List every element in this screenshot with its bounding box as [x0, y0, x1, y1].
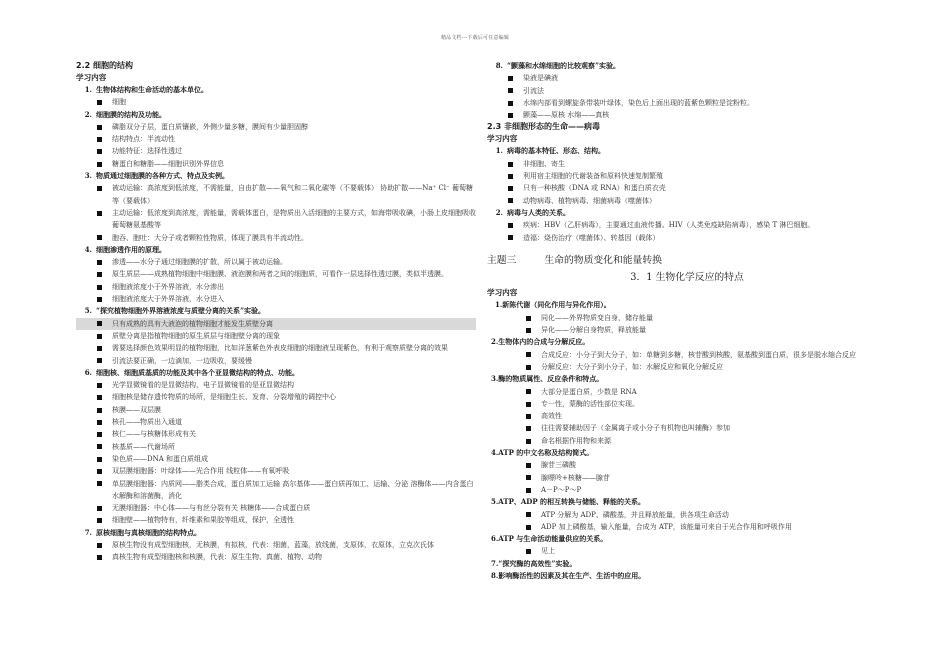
- bullet-item: [487, 410, 887, 422]
- square-bullet-icon: [97, 395, 102, 400]
- item-number: 6.: [84, 367, 92, 377]
- bullet-text: 细胞: [112, 98, 126, 107]
- square-bullet-icon: [526, 439, 531, 444]
- bullet-item: [76, 268, 476, 280]
- square-bullet-icon: [526, 328, 531, 333]
- left-column: [76, 60, 476, 564]
- bullet-item: [487, 232, 887, 244]
- bullet-item: [76, 121, 476, 133]
- square-bullet-icon: [508, 235, 513, 240]
- bullet-item: [76, 391, 476, 403]
- bullet-text: 核基质——代谢场所: [112, 442, 175, 451]
- bullet-text: 命名根据作用物和来源: [541, 436, 611, 445]
- bullet-text: 被动运输：高浓度到低浓度，不需能量，自由扩散——氧气和二氧化碳等（不要载体） 协助扩散——Na⁺ Cl⁻ 葡萄糖等（要载体）: [112, 184, 473, 205]
- bullet-text: 原生质层——成熟植物细胞中细胞膜、液泡膜和两者之间的细胞质，可看作一层选择性透过膜，类似半透膜。: [112, 270, 448, 279]
- square-bullet-icon: [526, 475, 531, 480]
- numbered-item: 7.“探究酶的高效性”实验。: [491, 558, 577, 568]
- numbered-item: [76, 84, 476, 96]
- square-bullet-icon: [97, 211, 102, 216]
- square-bullet-icon: [526, 512, 531, 517]
- bullet-text: 引流法: [523, 86, 544, 95]
- numbered-item: 2.生物体内的合成与分解反应。: [491, 337, 590, 347]
- bullet-item: [487, 158, 887, 170]
- square-bullet-icon: [526, 463, 531, 468]
- bullet-text: 细胞液浓度大于外界溶液，水分进入: [112, 295, 224, 304]
- bullet-text: 渗透——水分子通过细胞膜的扩散，所以属于被动运输。: [112, 258, 287, 267]
- square-bullet-icon: [97, 457, 102, 462]
- square-bullet-icon: [97, 518, 102, 523]
- square-bullet-icon: [508, 162, 513, 167]
- theme-number: 主题三: [487, 254, 517, 266]
- bullet-item: [76, 96, 476, 108]
- subheading-learning-content: 学习内容: [487, 134, 518, 144]
- square-bullet-icon: [526, 365, 531, 370]
- item-text: 病毒的基本特征、形态、结构。: [507, 146, 605, 156]
- bullet-item: [487, 386, 887, 398]
- bullet-item: [487, 324, 887, 336]
- bullet-item: [487, 170, 887, 182]
- bullet-text: 分解反应：大分子到小分子，如：水解反应和氧化分解反应: [541, 362, 723, 371]
- bullet-item: [76, 428, 476, 440]
- bullet-text: 颤藻——原核 水绵——真核: [523, 111, 610, 120]
- bullet-item: [487, 472, 887, 484]
- numbered-item: 6.ATP 与生命活动能量供应的关系。: [491, 534, 608, 544]
- square-bullet-icon: [97, 186, 102, 191]
- bullet-item: [76, 416, 476, 428]
- bullet-text: 疾病：HBV（乙肝病毒），主要通过血液传播。HIV（人类免疫缺陷病毒），感染 T 淋巴细胞。: [523, 221, 815, 230]
- square-bullet-icon: [526, 389, 531, 394]
- item-number: 1.: [84, 85, 92, 94]
- bullet-text: 磷脂双分子层，蛋白质镶嵌，外侧少量多糖，膜间有少量胆固醇: [112, 122, 308, 131]
- bullet-text: 往往需要辅助因子（金属离子或小分子有机物也叫辅酶）参加: [541, 424, 730, 433]
- square-bullet-icon: [97, 481, 102, 486]
- bullet-item: [487, 182, 887, 194]
- square-bullet-icon: [526, 549, 531, 554]
- bullet-item: [76, 281, 476, 293]
- bullet-text: 结构特点：半流动性: [112, 135, 175, 144]
- bullet-text: 引流法要正确，一边滴加，一边吸收，要缓慢: [112, 356, 252, 365]
- bullet-text: 只有一种核酸（DNA 或 RNA）和蛋白质衣壳: [523, 184, 666, 193]
- item-text: 物质通过细胞膜的各种方式、特点及实例。: [96, 171, 229, 181]
- bullet-item: [76, 465, 476, 477]
- item-text: “颤藻和水绵细胞的比较观察”实验。: [507, 61, 621, 70]
- section-heading: 2.2 细胞的结构: [76, 61, 133, 70]
- theme-heading: [487, 252, 887, 266]
- bullet-item: [487, 545, 887, 557]
- bullet-item: [76, 256, 476, 268]
- bullet-item: [487, 97, 887, 109]
- bullet-text: 核仁——与核糖体形成有关: [112, 430, 196, 439]
- bullet-text: 利用宿主细胞的代谢装备和原料快速复制繁殖: [523, 172, 663, 181]
- right-column: [487, 60, 887, 582]
- bullet-item: [76, 478, 476, 503]
- bullet-item: [76, 441, 476, 453]
- bullet-item: [487, 521, 887, 533]
- bullet-item: [487, 349, 887, 361]
- square-bullet-icon: [97, 272, 102, 277]
- bullet-text: 主动运输：低浓度到高浓度，需能量，需载体蛋白，是物质出入活细胞的主要方式，如海带吸收碘，小肠上皮细胞吸收葡萄糖氨基酸等: [112, 208, 476, 230]
- numbered-item: [76, 367, 476, 379]
- square-bullet-icon: [526, 488, 531, 493]
- bullet-item: [487, 398, 887, 410]
- square-bullet-icon: [508, 186, 513, 191]
- bullet-item: [76, 207, 476, 232]
- bullet-item: [76, 539, 476, 551]
- bullet-item: [487, 484, 887, 496]
- bullet-text: 胞吞、胞吐：大分子或者颗粒性物质，体现了膜具有半流动性。: [112, 233, 308, 242]
- square-bullet-icon: [508, 88, 513, 93]
- bullet-text: 细胞液浓度小于外界溶液，水分渗出: [112, 282, 224, 291]
- square-bullet-icon: [97, 100, 102, 105]
- square-bullet-icon: [97, 469, 102, 474]
- square-bullet-icon: [508, 223, 513, 228]
- bullet-text: 功能特征：选择性透过: [112, 147, 182, 156]
- bullet-text: 非细胞、寄生: [523, 159, 565, 168]
- item-text: 细胞核、细胞质基质的功能及其中各个亚显微结构的特点、功能。: [96, 367, 299, 377]
- numbered-item: [76, 305, 476, 317]
- square-bullet-icon: [97, 297, 102, 302]
- bullet-text: 染液是碘液: [523, 74, 558, 83]
- bullet-item: [487, 509, 887, 521]
- bullet-item: [76, 514, 476, 526]
- bullet-text: 双层膜细胞器：叶绿体——光合作用 线粒体——有氧呼吸: [112, 467, 290, 476]
- square-bullet-icon: [97, 346, 102, 351]
- bullet-item: [487, 72, 887, 84]
- square-bullet-icon: [97, 260, 102, 265]
- item-number: 7.: [84, 527, 92, 537]
- bullet-text: ADP 加上磷酸基，输入能量，合成为 ATP，该能量可来自于光合作用和呼吸作用: [541, 522, 792, 531]
- bullet-text: 核膜——双层膜: [112, 405, 161, 414]
- numbered-item: 5.ATP、ADP 的相互转换与储能、释能的关系。: [491, 497, 646, 507]
- bullet-text: 合成反应：小分子到大分子，如：单糖到多糖，核苷酸到核酸，氨基酸到蛋白质，很多是脱水缩合反应: [541, 350, 856, 359]
- bullet-text: 糖蛋白和糖脂——细胞识别外界信息: [112, 159, 224, 168]
- bullet-item: [76, 502, 476, 514]
- item-text: 生物体结构和生命活动的基本单位。: [96, 85, 208, 94]
- bullet-item: [76, 379, 476, 391]
- bullet-text: 单层膜细胞器：内质网——脂类合成，蛋白质加工运输 高尔基体——蛋白质再加工、运输、分泌 溶酶体——内含蛋白水解酶和溶菌酶，消化: [112, 479, 474, 500]
- numbered-item: [76, 527, 476, 539]
- bullet-item: [487, 422, 887, 434]
- item-number: 3.: [84, 171, 92, 181]
- square-bullet-icon: [97, 125, 102, 130]
- square-bullet-icon: [526, 525, 531, 530]
- square-bullet-icon: [97, 162, 102, 167]
- bullet-text: 高效性: [541, 412, 562, 421]
- square-bullet-icon: [97, 555, 102, 560]
- bullet-text: ATP 分解为 ADP、磷酸基，并且释放能量，供各项生命活动: [541, 510, 729, 519]
- square-bullet-icon: [97, 149, 102, 154]
- bullet-text: 染色质——DNA 和蛋白质组成: [112, 454, 209, 463]
- bullet-text: 光学显微镜看的是显微结构，电子显微镜看的是亚显微结构: [112, 381, 294, 390]
- bullet-item: [76, 551, 476, 563]
- item-number: 4.: [84, 244, 92, 254]
- square-bullet-icon: [97, 444, 102, 449]
- square-bullet-icon: [97, 358, 102, 363]
- square-bullet-icon: [97, 235, 102, 240]
- item-text: “探究植物细胞外界溶液浓度与质壁分离的关系”实验。: [96, 306, 266, 316]
- bullet-text: 动物病毒、植物病毒、细菌病毒（噬菌体）: [523, 196, 656, 205]
- square-bullet-icon: [526, 426, 531, 431]
- square-bullet-icon: [97, 543, 102, 548]
- numbered-item: [487, 207, 887, 219]
- numbered-item: [76, 244, 476, 256]
- bullet-text: 大部分是蛋白质，少数是 RNA: [541, 387, 637, 396]
- numbered-item: 1.新陈代谢（同化作用与异化作用）。: [495, 300, 611, 310]
- square-bullet-icon: [97, 432, 102, 437]
- numbered-item: 4.ATP 的中文名称及结构简式。: [491, 448, 594, 458]
- bullet-item: [76, 158, 476, 170]
- bullet-item: [76, 330, 476, 342]
- numbered-item: 3.酶的物质属性、反应条件和特点。: [491, 374, 604, 384]
- numbered-item: [487, 145, 887, 157]
- square-bullet-icon: [97, 506, 102, 511]
- bullet-item: [487, 219, 887, 231]
- square-bullet-icon: [97, 285, 102, 290]
- bullet-item: [487, 459, 887, 471]
- square-bullet-icon: [508, 113, 513, 118]
- square-bullet-icon: [526, 414, 531, 419]
- section-heading: 2.3 非细胞形态的生命——病毒: [487, 122, 600, 132]
- square-bullet-icon: [97, 334, 102, 339]
- bullet-item: [487, 195, 887, 207]
- bullet-text: 原核生物没有成型细胞核，无核膜，有拟核，代表：细菌，蓝藻，放线菌，支原体，衣原体，立克次氏体: [112, 540, 434, 549]
- bullet-text: 同化——外界物质变自身，储存能量: [541, 313, 653, 322]
- bullet-item: [487, 109, 887, 121]
- bullet-text: 细胞壁——植物特有，纤维素和果胶等组成，保护，全透性: [112, 516, 294, 525]
- square-bullet-icon: [526, 316, 531, 321]
- bullet-text: 核孔——物质出入通道: [112, 418, 182, 427]
- bullet-item: [76, 355, 476, 367]
- square-bullet-icon: [508, 76, 513, 81]
- item-number: 2.: [495, 207, 503, 217]
- bullet-text: 质壁分离是指植物细胞的原生质层与细胞壁分离的现象: [112, 331, 280, 340]
- numbered-item: [76, 170, 476, 182]
- bullet-item: [76, 293, 476, 305]
- bullet-text: 无膜细胞器：中心体——与有丝分裂有关 核糖体——合成蛋白质: [112, 504, 311, 513]
- item-number: 5.: [84, 306, 92, 316]
- bullet-text: A－P～P～P: [541, 485, 582, 494]
- subheading-learning-content: 学习内容: [76, 73, 107, 82]
- bullet-item: [487, 85, 887, 97]
- bullet-item: [487, 312, 887, 324]
- square-bullet-icon: [526, 352, 531, 357]
- item-text: 细胞膜的结构及功能。: [96, 109, 166, 119]
- bullet-text: 真核生物有成型细胞核和核膜，代表：原生生物、真菌、植物、动物: [112, 553, 322, 562]
- square-bullet-icon: [526, 402, 531, 407]
- item-text: 病毒与人类的关系。: [507, 207, 570, 217]
- item-text: 细胞渗透作用的原理。: [96, 244, 166, 254]
- bullet-text: 需要选择颜色效果明显的植物细胞，比如洋葱紫色外表皮细胞的细胞液呈现紫色，有利于观察质壁分离的效果: [112, 344, 448, 353]
- chapter-title: 3．1 生物化学反应的特点: [630, 271, 744, 283]
- bullet-text: 腺苷三磷酸: [541, 461, 576, 470]
- page-header: 精品文档---下载后可任意编辑: [440, 35, 510, 41]
- square-bullet-icon: [97, 383, 102, 388]
- bullet-text: 专一性，蒙酶的活性部位实现。: [541, 399, 639, 408]
- square-bullet-icon: [97, 408, 102, 413]
- square-bullet-icon: [508, 198, 513, 203]
- bullet-item: [487, 435, 887, 447]
- numbered-item: [487, 60, 887, 72]
- subheading-learning-content: 学习内容: [487, 288, 518, 298]
- bullet-text: 异化——分解自身物质，释放能量: [541, 326, 646, 335]
- item-number: 1.: [495, 146, 503, 156]
- bullet-item: [76, 133, 476, 145]
- numbered-item: 8.影响酶活性的因素及其在生产、生活中的应用。: [491, 570, 646, 580]
- bullet-text: 腺嘌呤+核糖——腺苷: [541, 473, 610, 482]
- bullet-item: [76, 182, 476, 207]
- item-number: 8.: [495, 61, 503, 70]
- bullet-text: 细胞核是储存遗传物质的场所，是细胞生长、发育、分裂增殖的调控中心: [112, 393, 336, 402]
- bullet-item: [76, 453, 476, 465]
- bullet-text: 只有成熟的具有大液泡的植物细胞才能发生质壁分离: [112, 319, 273, 328]
- square-bullet-icon: [97, 420, 102, 425]
- bullet-item: [487, 361, 887, 373]
- bullet-text: 见上: [541, 547, 555, 556]
- item-number: 2.: [84, 109, 92, 119]
- square-bullet-icon: [508, 101, 513, 106]
- bullet-item: [76, 145, 476, 157]
- bullet-text: 水绵内部看到螺旋条带装叶绿体，染色后上面出现的蓝紫色颗粒是淀粉粒。: [523, 98, 754, 107]
- item-text: 原核细胞与真核细胞的结构特点。: [96, 527, 201, 537]
- theme-title: 生命的物质变化和能量转换: [544, 254, 662, 266]
- bullet-item: [76, 318, 476, 330]
- square-bullet-icon: [508, 174, 513, 179]
- bullet-item: [76, 404, 476, 416]
- numbered-item: [76, 109, 476, 121]
- bullet-text: 造福：烧伤治疗（噬菌体）、转基因（载体）: [523, 233, 660, 242]
- bullet-item: [76, 342, 476, 354]
- square-bullet-icon: [97, 137, 102, 142]
- square-bullet-icon: [97, 321, 102, 326]
- bullet-item: [76, 232, 476, 244]
